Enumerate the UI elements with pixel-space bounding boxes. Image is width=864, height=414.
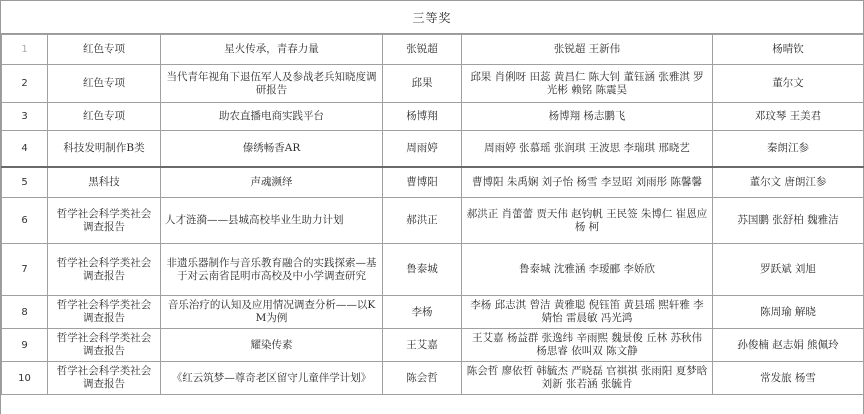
row-number: 5 [2, 167, 48, 198]
table-row [2, 244, 864, 296]
advisor-cell: 陈周瑜 解晓 [713, 296, 864, 329]
advisor-cell: 邓玟琴 王美君 [713, 103, 864, 131]
table-row [2, 198, 864, 244]
project-cell: 助农直播电商实践平台 [161, 103, 383, 131]
project-cell: 星火传承，青春力量 [161, 35, 383, 65]
members-cell: 鲁泰城 沈雅涵 李瑷郦 李娇欣 [462, 244, 713, 296]
leader-cell: 鲁泰城 [383, 244, 462, 296]
members-cell: 曹博阳 朱禹娴 刘子怡 杨雪 李昱昭 刘雨彤 陈馨馨 [462, 167, 713, 198]
advisor-cell: 董尔文 [713, 65, 864, 103]
row-number: 10 [2, 362, 48, 395]
category-cell: 红色专项 [48, 65, 161, 103]
row-number: 4 [2, 131, 48, 167]
table-row [2, 103, 864, 131]
category-cell: 哲学社会科学类社会调查报告 [48, 198, 161, 244]
award-title: 三等奖 [1, 0, 863, 34]
table-row [2, 65, 864, 103]
leader-cell: 张锐超 [383, 35, 462, 65]
leader-cell: 王艾嘉 [383, 329, 462, 362]
category-cell: 红色专项 [48, 35, 161, 65]
leader-cell: 陈会哲 [383, 362, 462, 395]
project-cell: 音乐治疗的认知及应用情况调查分析——以KM为例 [161, 296, 383, 329]
project-cell: 耀染传素 [161, 329, 383, 362]
project-cell: 当代青年视角下退伍军人及参战老兵知晓度调研报告 [161, 65, 383, 103]
table-row [2, 362, 864, 395]
members-cell: 王艾嘉 杨益群 张逸纬 辛雨熙 魏景俊 丘林 苏秋伟 杨思睿 依叫双 陈文静 [462, 329, 713, 362]
category-cell: 哲学社会科学类社会调查报告 [48, 244, 161, 296]
advisor-cell: 杨晴钦 [713, 35, 864, 65]
project-cell: 傣绣畅香AR [161, 131, 383, 167]
leader-cell: 周雨婷 [383, 131, 462, 167]
award-table [1, 34, 864, 395]
row-number: 3 [2, 103, 48, 131]
table-row [2, 296, 864, 329]
category-cell: 科技发明制作B类 [48, 131, 161, 167]
project-cell: 非遗乐器制作与音乐教育融合的实践探索—基于对云南省昆明市高校及中小学调查研究 [161, 244, 383, 296]
leader-cell: 曹博阳 [383, 167, 462, 198]
advisor-cell: 苏国鹏 张舒柏 魏雅洁 [713, 198, 864, 244]
row-number: 2 [2, 65, 48, 103]
table-row [2, 131, 864, 167]
leader-cell: 邱果 [383, 65, 462, 103]
members-cell: 李杨 邱志淇 曾洁 黄雅聪 倪钰笛 黄县瑶 熙轩雅 李婧怡 雷晨敏 冯光鸿 [462, 296, 713, 329]
project-cell: 声魂濒绎 [161, 167, 383, 198]
members-cell: 邱果 肖俐呀 田蕊 黄昌仁 陈大钊 董钰涵 张雅淇 罗光彬 赖铭 陈震昊 [462, 65, 713, 103]
members-cell: 周雨婷 张慕瑶 张润琪 王波思 李瑞琪 邢晓艺 [462, 131, 713, 167]
advisor-cell: 孙俊楠 赵志娟 熊佩玲 [713, 329, 864, 362]
advisor-cell: 秦朗江参 [713, 131, 864, 167]
category-cell: 哲学社会科学类社会调查报告 [48, 329, 161, 362]
members-cell: 郝洪正 肖蕾蕾 贾天伟 赵钧帆 王民签 朱博仁 崔恩应 杨 柯 [462, 198, 713, 244]
category-cell: 哲学社会科学类社会调查报告 [48, 296, 161, 329]
members-cell: 陈会哲 廖依哲 韩毓杰 严晓磊 官祺祺 张雨阳 夏梦晗 刘新 张若涵 张毓肯 [462, 362, 713, 395]
row-number: 8 [2, 296, 48, 329]
row-number: 1 [2, 35, 48, 65]
project-cell: 人才涟漪——县城高校毕业生助力计划 [161, 198, 383, 244]
category-cell: 黑科技 [48, 167, 161, 198]
project-cell: 《红云筑梦—尊奇老区留守儿童伴学计划》 [161, 362, 383, 395]
members-cell: 杨博翔 杨志鹏飞 [462, 103, 713, 131]
members-cell: 张锐超 王新伟 [462, 35, 713, 65]
table-row [2, 329, 864, 362]
category-cell: 哲学社会科学类社会调查报告 [48, 362, 161, 395]
row-number: 6 [2, 198, 48, 244]
row-number: 9 [2, 329, 48, 362]
advisor-cell: 常发旅 杨雪 [713, 362, 864, 395]
row-number: 7 [2, 244, 48, 296]
leader-cell: 郝洪正 [383, 198, 462, 244]
advisor-cell: 罗跃斌 刘旭 [713, 244, 864, 296]
table-row [2, 167, 864, 198]
category-cell: 红色专项 [48, 103, 161, 131]
leader-cell: 李杨 [383, 296, 462, 329]
leader-cell: 杨博翔 [383, 103, 462, 131]
advisor-cell: 董尔文 唐朗江参 [713, 167, 864, 198]
table-row [2, 35, 864, 65]
